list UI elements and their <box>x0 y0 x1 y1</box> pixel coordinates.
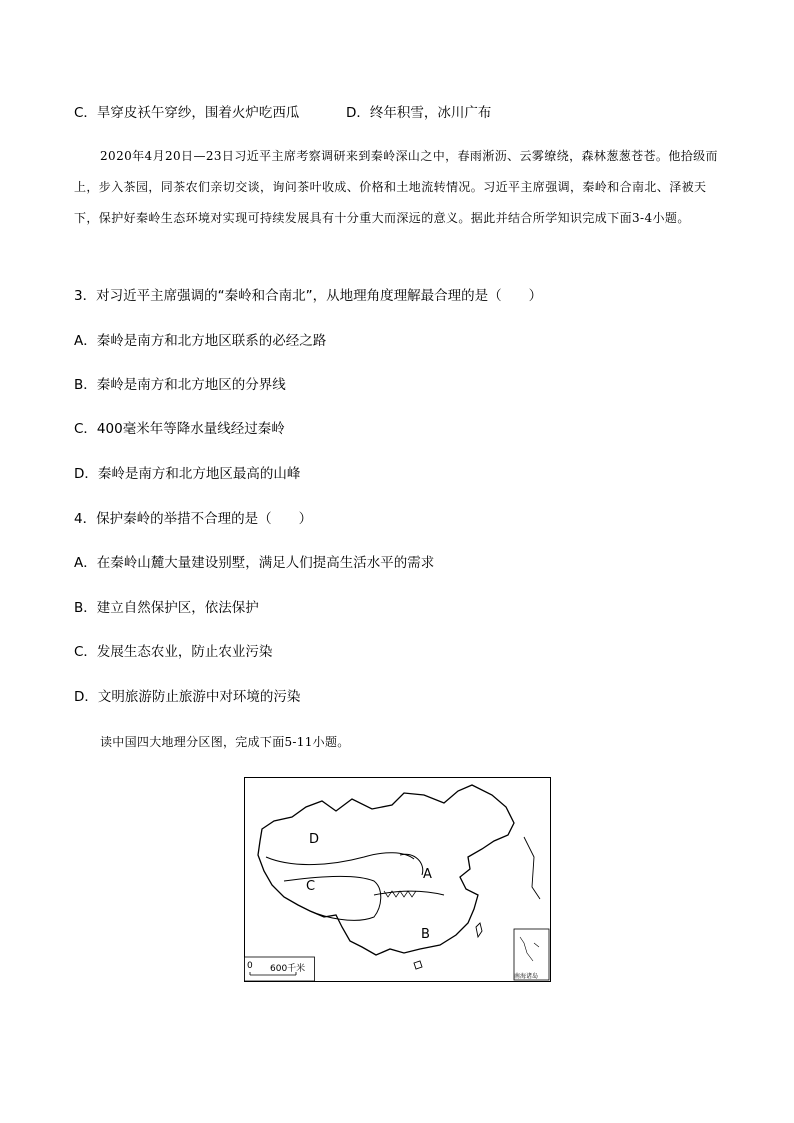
region-label-d: D <box>309 832 320 847</box>
map-intro: 读中国四大地理分区图，完成下面5-11小题。 <box>100 735 350 749</box>
passage: 2020年4月20日—23日习近平主席考察调研来到秦岭深山之中，春雨淅沥、云雾缭绕，森林葱葱苍苍。他拾级而上，步入茶园，同茶农们亲切交谈，询问茶叶收成、价格和土地流转情况。习近平主席强调，秦岭和合南北、泽被天下，保护好秦岭生态环境对实现可持续发展具有十分重大而深远的意义。据此并结合所学知识完成下面3-4小题。 <box>74 149 718 225</box>
q4-option-c: C．发展生态农业，防止农业污染 <box>74 644 273 660</box>
scale-text: 600千米 <box>270 964 306 974</box>
q4-option-d: D．文明旅游防止旅游中对环境的污染 <box>74 689 301 705</box>
option-c-prev: C．旱穿皮袄午穿纱，围着火炉吃西瓜 <box>74 105 300 121</box>
q3-option-d: D．秦岭是南方和北方地区最高的山峰 <box>74 466 301 482</box>
option-d-prev: D．终年积雪，冰川广布 <box>346 105 492 121</box>
q3-option-c: C．400毫米年等降水量线经过秦岭 <box>74 421 285 437</box>
inset-label: 南海诸岛 <box>514 973 539 980</box>
region-label-c: C <box>306 879 316 894</box>
region-label-b: B <box>421 927 430 942</box>
question-4-stem: 4．保护秦岭的举措不合理的是（ ） <box>74 511 313 527</box>
china-regions-map <box>244 777 551 982</box>
question-3-stem: 3．对习近平主席强调的“秦岭和合南北”，从地理角度理解最合理的是（ ） <box>74 288 543 304</box>
q3-option-a: A．秦岭是南方和北方地区联系的必经之路 <box>74 333 327 349</box>
map-figure <box>244 777 551 982</box>
q4-option-a: A．在秦岭山麓大量建设别墅，满足人们提高生活水平的需求 <box>74 555 435 571</box>
q3-option-b: B．秦岭是南方和北方地区的分界线 <box>74 377 286 393</box>
q4-option-b: B．建立自然保护区，依法保护 <box>74 600 259 616</box>
region-label-a: A <box>423 867 432 882</box>
scale-zero: 0 <box>247 961 253 971</box>
